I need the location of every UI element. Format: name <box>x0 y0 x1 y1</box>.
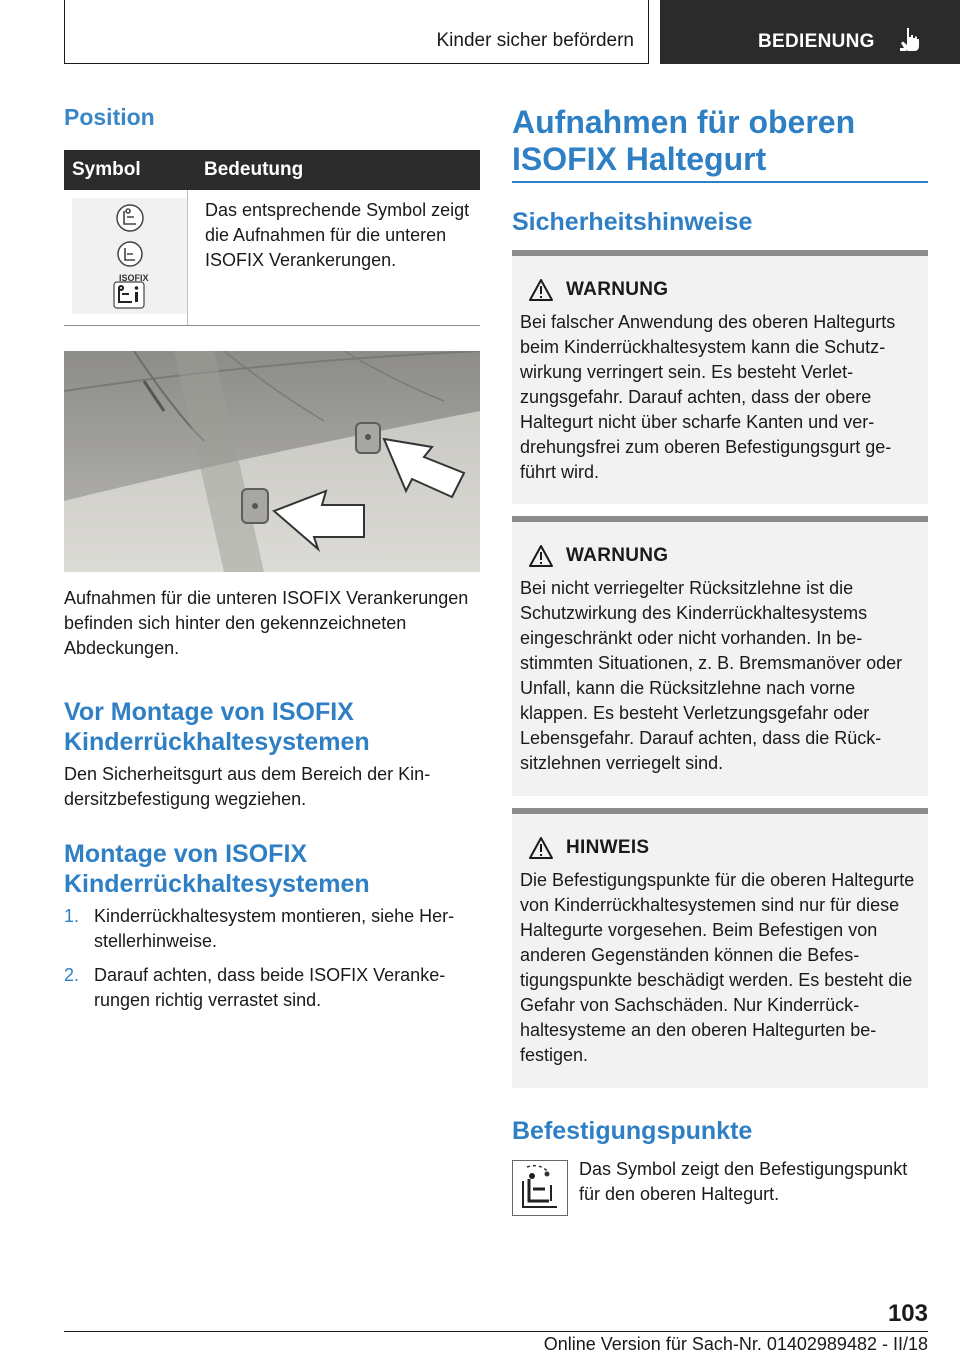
isofix-icon-caption: ISOFIX <box>119 273 149 283</box>
title-divider <box>512 181 928 183</box>
notice-head <box>528 836 920 860</box>
warning-label: WARNUNG <box>566 279 669 300</box>
warning-label: WARNUNG <box>566 545 669 566</box>
symbol-cell <box>64 190 196 326</box>
footer-divider <box>64 1331 928 1332</box>
step-text: Kinderrückhaltesystem montieren, siehe Herstellerhinweise. <box>94 906 455 951</box>
page-title: Aufnahmen für oberen ISOFIX Haltegurt <box>512 104 856 177</box>
step-number: 1. <box>64 906 80 926</box>
photo-caption: Aufnahmen für die unteren ISOFIX Verankerungen befinden sich hinter den gekennzeichneten Abdeckungen. <box>64 588 469 658</box>
warning-box-2 <box>512 516 928 796</box>
anchor-points-heading: Befestigungspunkte <box>512 1117 753 1145</box>
position-heading: Position <box>64 104 155 130</box>
notice-text: Die Befestigungspunkte für die oberen Haltegurte von Kinderrückhaltesystemen sind nur für diese Haltegurte vorgesehen. Beim Befestigen von anderen Gegenständen können die Befestigungspunkte beschädigt werden. Es besteht die Gefahr von Sachschäden. Nur Kinderrückhaltesysteme an den oberen Haltegurten befestigen. <box>520 870 915 1065</box>
section-tab-label: BEDIENUNG <box>758 31 875 52</box>
table-row-divider <box>64 325 480 326</box>
table-header-symbol: Symbol <box>64 150 196 190</box>
header-chapter-box <box>64 0 649 64</box>
rear-seat-isofix-photo <box>64 351 480 572</box>
notice-box <box>512 808 928 1088</box>
tether-seat-icon <box>513 1161 567 1215</box>
safety-notes-heading: Sicherheitshinweise <box>512 208 753 236</box>
warning-head <box>528 278 920 302</box>
warning-head <box>528 544 920 568</box>
list-item <box>64 904 480 954</box>
table-header-meaning: Bedeutung <box>196 150 480 190</box>
isofix-child-seat-icons <box>72 198 188 314</box>
isofix-symbol-icon <box>72 198 188 314</box>
online-version-note: Online Version für Sach-Nr. 01402989482 - II/18 <box>543 1334 928 1354</box>
list-item <box>64 963 480 1013</box>
notice-label: HINWEIS <box>566 837 650 858</box>
before-mounting-heading: Vor Montage von ISOFIX Kinderrückhaltesystemen <box>64 698 370 756</box>
table-row <box>64 190 480 326</box>
warning-text: Bei falscher Anwendung des oberen Haltegurts beim Kinderrückhaltesystem kann die Schutzwirkung verringert sein. Es besteht Verletzungsgefahr. Darauf achten, dass der obere Haltegurt nicht über scharfe Kanten und verdrehungsfrei zum oberen Befestigungsgurt geführt wird. <box>520 312 896 482</box>
anchor-points-text: Das Symbol zeigt den Befestigungspunkt für den oberen Haltegurt. <box>579 1159 908 1204</box>
table-column-divider <box>187 190 188 326</box>
section-tab <box>660 0 960 64</box>
warning-text: Bei nicht verriegelter Rücksitzlehne ist die Schutzwirkung des Kinderrückhaltesystems eingeschränkt oder nicht vorhanden. In bestimmten Situationen, z. B. Bremsmanöver oder Unfall, kann die Rücksitzlehne nach vorne klappen. Es besteht Verletzungsgefahr oder Lebensgefahr. Darauf achten, dass die Rücksitzlehnen verriegelt sind. <box>520 578 903 773</box>
chapter-title: Kinder sicher befördern <box>436 30 634 51</box>
warning-triangle-icon <box>528 544 554 568</box>
before-mounting-text: Den Sicherheitsgurt aus dem Bereich der Kindersitzbefestigung wegziehen. <box>64 764 431 809</box>
mounting-heading: Montage von ISOFIX Kinderrückhaltesystemen <box>64 840 370 898</box>
meaning-cell: Das entsprechende Symbol zeigt die Aufnahmen für die unteren ISOFIX Verankerungen. <box>205 200 470 270</box>
top-tether-anchor-icon <box>512 1160 568 1216</box>
symbol-table <box>64 150 480 326</box>
pointing-hand-icon <box>898 26 922 52</box>
warning-triangle-icon <box>528 278 554 302</box>
warning-box-1 <box>512 250 928 504</box>
mounting-steps <box>64 904 480 1022</box>
step-number: 2. <box>64 965 80 985</box>
page-number: 103 <box>887 1300 928 1327</box>
step-text: Darauf achten, dass beide ISOFIX Verankerungen richtig verrastet sind. <box>94 965 446 1010</box>
notice-triangle-icon <box>528 836 554 860</box>
